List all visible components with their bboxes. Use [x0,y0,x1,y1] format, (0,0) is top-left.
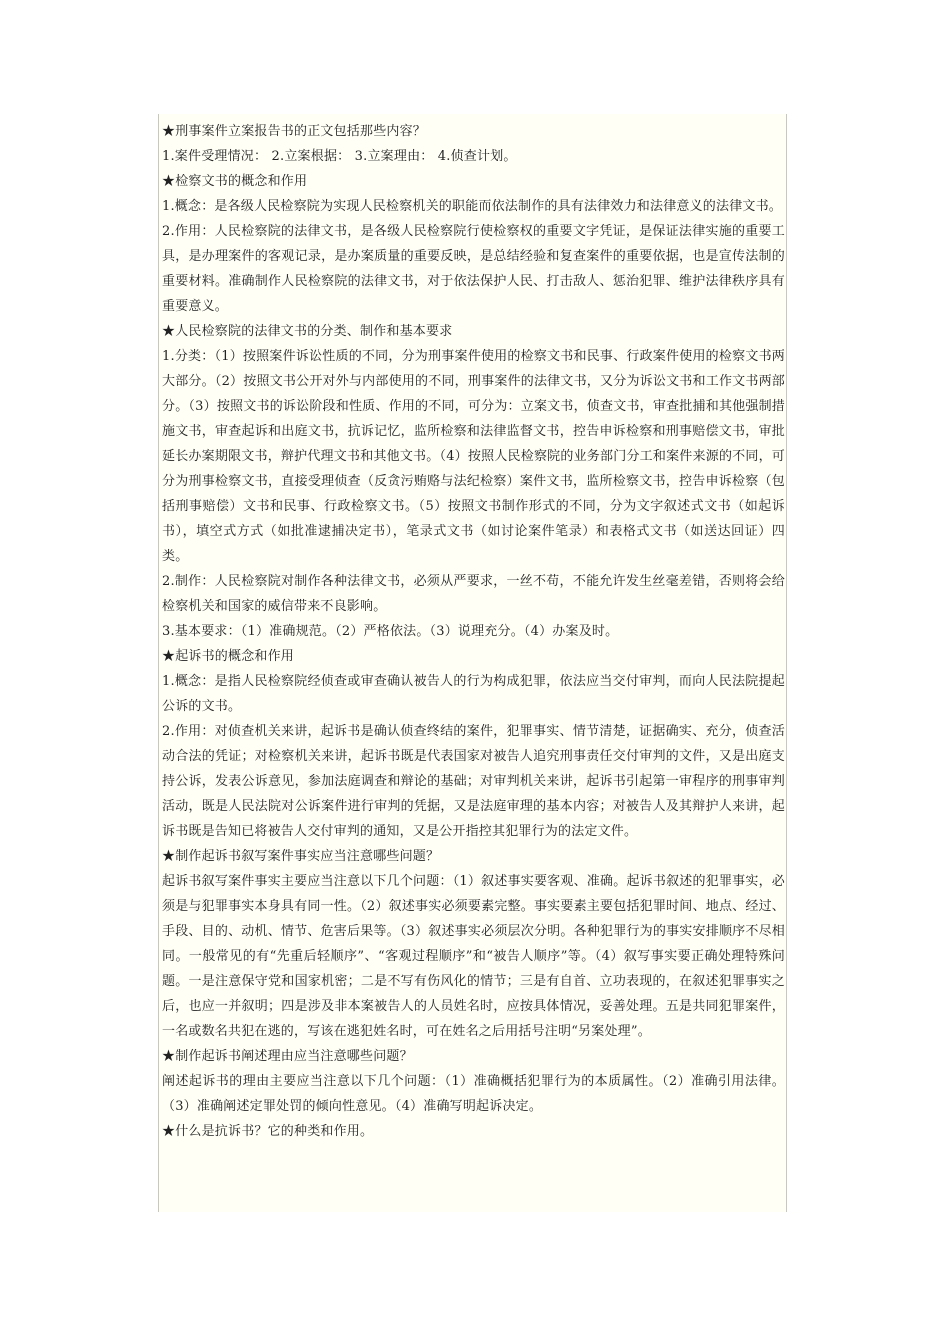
section-heading-indictment-facts: ★制作起诉书叙写案件事实应当注意哪些问题？ [162,849,440,864]
paragraph-production: 2.制作：人民检察院对制作各种法律文书，必须从严要求，一丝不苟，不能允许发生丝毫差错，否则将会给检察机关和国家的威信带来不良影响。 [162,574,785,614]
paragraph-basic-requirements: 3.基本要求：（1）准确规范。（2）严格依法。（3）说理充分。（4）办案及时。 [162,624,619,639]
section-heading-classification: ★人民检察院的法律文书的分类、制作和基本要求 [162,324,453,339]
document-content-box [158,114,787,1212]
section-heading-indictment: ★起诉书的概念和作用 [162,649,295,664]
paragraph-indictment-function: 2.作用：对侦查机关来讲，起诉书是确认侦查终结的案件，犯罪事实、情节清楚，证据确实、充分，侦查活动合法的凭证；对检察机关来讲，起诉书既是代表国家对被告人追究刑事责任交付审判的文件，又是出庭支持公诉，发表公诉意见，参加法庭调查和辩论的基础；对审判机关来讲，起诉书引起第一审程序的刑事审判活动，既是人民法院对公诉案件进行审判的凭据，又是法庭审理的基本内容；对被告人及其辩护人来讲，起诉书既是告知已将被告人交付审判的通知，又是公开指控其犯罪行为的法定文件。 [162,724,785,839]
paragraph-indictment-reasons: 阐述起诉书的理由主要应当注意以下几个问题：（1）准确概括犯罪行为的本质属性。（2）准确引用法律。（3）准确阐述定罪处罚的倾向性意见。（4）准确写明起诉决定。 [162,1074,785,1114]
section-heading-protest: ★什么是抗诉书？它的种类和作用。 [162,1124,374,1139]
section-heading-case-filing-report: ★刑事案件立案报告书的正文包括那些内容？ [162,124,427,139]
paragraph-indictment-concept: 1.概念：是指人民检察院经侦查或审查确认被告人的行为构成犯罪，依法应当交付审判，而向人民法院提起公诉的文书。 [162,674,785,714]
paragraph-procuratorial-concept: 1.概念：是各级人民检察院为实现人民检察机关的职能而依法制作的具有法律效力和法律意义的法律文书。 [162,199,783,214]
paragraph-procuratorial-function: 2.作用：人民检察院的法律文书，是各级人民检察院行使检察权的重要文字凭证，是保证法律实施的重要工具，是办理案件的客观记录，是办案质量的重要反映，是总结经验和复查案件的重要依据，也是宣传法制的重要材料。准确制作人民检察院的法律文书，对于依法保护人民、打击敌人、惩治犯罪、维护法律秩序具有重要意义。 [162,224,785,314]
document-text-column [159,114,786,1144]
section-heading-indictment-reasons: ★制作起诉书阐述理由应当注意哪些问题？ [162,1049,413,1064]
section-heading-procuratorial-documents: ★检察文书的概念和作用 [162,174,308,189]
paragraph-indictment-facts: 起诉书叙写案件事实主要应当注意以下几个问题：（1）叙述事实要客观、准确。起诉书叙述的犯罪事实，必须是与犯罪事实本身具有同一性。（2）叙述事实必须要素完整。事实要素主要包括犯罪时间、地点、经过、手段、目的、动机、情节、危害后果等。（3）叙述事实必须层次分明。各种犯罪行为的事实安排顺序不尽相同。一般常见的有“先重后轻顺序”、“客观过程顺序”和“被告人顺序”等。（4）叙写事实要正确处理特殊问题。一是注意保守党和国家机密；二是不写有伤风化的情节；三是有自首、立功表现的，在叙述犯罪事实之后，也应一并叙明；四是涉及非本案被告人的人员姓名时，应按具体情况，妥善处理。五是共同犯罪案件，一名或数名共犯在逃的，写该在逃犯姓名时，可在姓名之后用括号注明“另案处理”。 [162,874,785,1039]
paragraph-classification: 1.分类：（1）按照案件诉讼性质的不同，分为刑事案件使用的检察文书和民事、行政案件使用的检察文书两大部分。（2）按照文书公开对外与内部使用的不同，刑事案件的法律文书，又分为诉讼文书和工作文书两部分。（3）按照文书的诉讼阶段和性质、作用的不同，可分为：立案文书，侦查文书，审查批捕和其他强制措施文书，审查起诉和出庭文书，抗诉记忆，监所检察和法律监督文书，控告申诉检察和刑事赔偿文书，审批延长办案期限文书，辩护代理文书和其他文书。（4）按照人民检察院的业务部门分工和案件来源的不同，可分为刑事检察文书，直接受理侦查（反贪污贿赂与法纪检察）案件文书，监所检察文书，控告申诉检察（包括刑事赔偿）文书和民事、行政检察文书。（5）按照文书制作形式的不同，分为文字叙述式文书（如起诉书），填空式方式（如批准逮捕决定书），笔录式文书（如讨论案件笔录）和表格式文书（如送达回证）四类。 [162,349,785,564]
paragraph-case-filing-contents: 1.案件受理情况： 2.立案根据： 3.立案理由： 4.侦查计划。 [162,149,517,164]
